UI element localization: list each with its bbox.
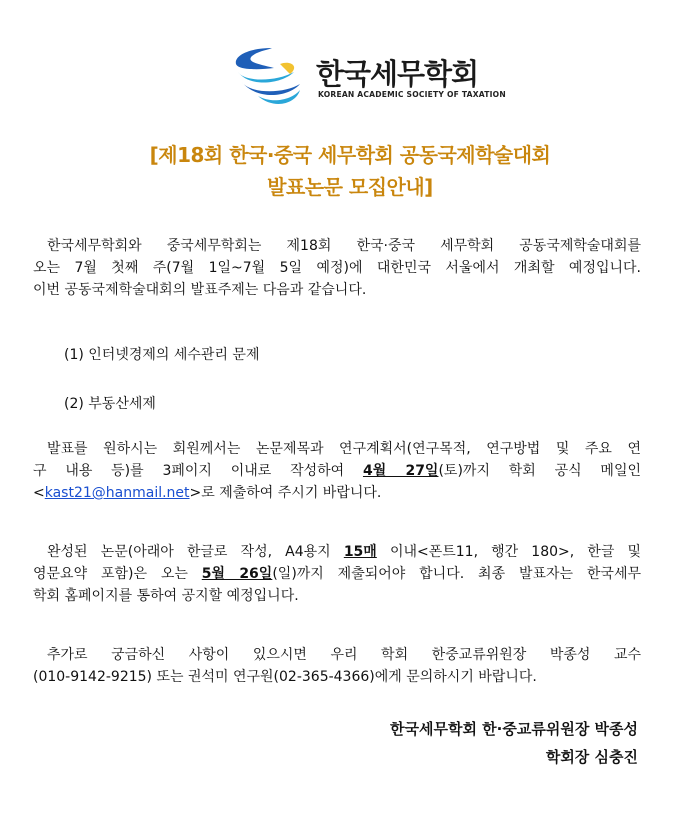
final-deadline-date: 5월 26일 <box>201 566 273 582</box>
notice-title-line2: 발표논문 모집안내] <box>267 175 433 199</box>
submission-line: 발표를 원하시는 회원께서는 논문제목과 연구계획서(연구목적, 연구방법 및 주요 연 <box>47 441 641 457</box>
submission-paragraph <box>33 438 641 504</box>
intro-line: 한국세무학회와 중국세무학회는 제18회 한국·중국 세무학회 공동국제학술대회를 <box>47 238 641 254</box>
submission-line <box>33 460 641 482</box>
paper-line <box>33 541 641 563</box>
society-logo <box>228 42 506 112</box>
logo-name-english: KOREAN ACADEMIC SOCIETY OF TAXATION <box>318 90 506 99</box>
page-limit: 15매 <box>343 544 377 560</box>
contact-paragraph <box>33 644 641 688</box>
text-fragment: 이내<폰트11, 행간 180>, 한글 및 <box>376 544 641 560</box>
logo-name-korean: 한국세무학회 <box>316 57 479 91</box>
contact-line: (010-9142-9215) 또는 권석미 연구원(02-365-4366)에게 문의하시기 바랍니다. <box>33 669 537 685</box>
paper-line: 학회 홈페이지를 통하여 공지할 예정입니다. <box>33 588 299 604</box>
deadline-date: 4월 27일 <box>362 463 439 479</box>
text-fragment: 영문요약 포함)은 오는 <box>33 566 202 582</box>
paper-line <box>33 563 641 585</box>
email-link[interactable]: kast21@hanmail.net <box>44 485 190 501</box>
topic-item-1: (1) 인터넷경제의 세수관리 문제 <box>64 347 260 363</box>
intro-line: 이번 공동국제학술대회의 발표주제는 다음과 같습니다. <box>33 282 367 298</box>
paper-paragraph <box>33 541 641 607</box>
intro-paragraph <box>33 235 641 301</box>
text-fragment: 구 내용 등)를 3페이지 이내로 작성하여 <box>33 463 363 479</box>
text-fragment: < <box>33 485 45 501</box>
text-fragment: (토)까지 학회 공식 메일인 <box>438 463 641 479</box>
signature-president: 학회장 심충진 <box>545 748 638 766</box>
text-fragment: >로 제출하여 주시기 바랍니다. <box>189 485 382 501</box>
intro-line: 오는 7월 첫째 주(7월 1일~7월 5일 예정)에 대한민국 서울에서 개최할 예정입니다. <box>33 260 641 276</box>
swirl-logo-icon <box>228 42 312 112</box>
text-fragment: 완성된 논문(아래아 한글로 작성, A4용지 <box>47 544 344 560</box>
notice-title-line1: [제18회 한국·중국 세무학회 공동국제학술대회 <box>149 143 551 167</box>
submission-line <box>33 482 641 504</box>
topic-item-2: (2) 부동산세제 <box>64 396 156 412</box>
text-fragment: (일)까지 제출되어야 합니다. 최종 발표자는 한국세무 <box>272 566 641 582</box>
signature-committee-chair: 한국세무학회 한·중교류위원장 박종성 <box>390 720 638 738</box>
contact-line: 추가로 궁금하신 사항이 있으시면 우리 학회 한중교류위원장 박종성 교수 <box>47 647 641 663</box>
